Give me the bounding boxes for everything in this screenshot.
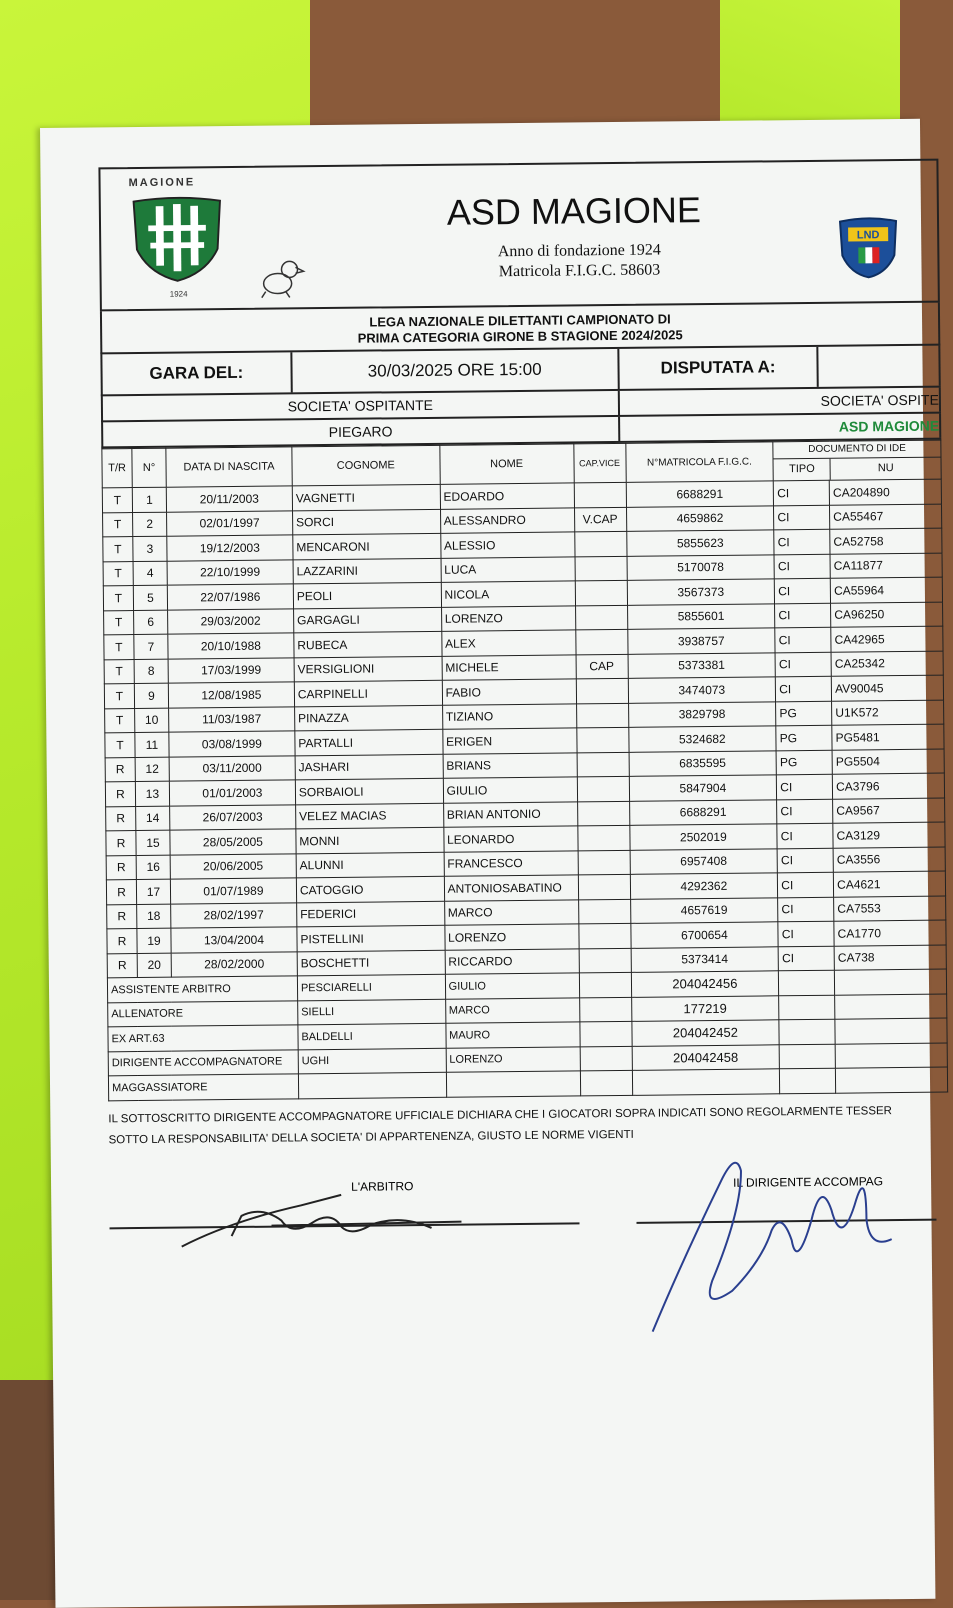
staff-empty: [780, 1068, 836, 1093]
cell-tr: R: [107, 953, 137, 978]
cell-cap: [578, 899, 630, 924]
cell-matricola: 3567373: [627, 579, 775, 605]
logo-word: MAGIONE: [128, 176, 196, 190]
staff-empty: [835, 1043, 947, 1069]
col-cognome: COGNOME: [292, 445, 440, 486]
cell-tipo: CI: [774, 505, 830, 530]
cell-cognome: PEOLI: [293, 582, 441, 608]
cell-matricola: 5373414: [631, 946, 779, 972]
cell-matricola: 5847904: [629, 775, 777, 801]
cell-matricola: 3474073: [628, 677, 776, 703]
staff-empty: [579, 972, 631, 997]
league-line-1: LEGA NAZIONALE DILETTANTI CAMPIONATO DI: [369, 311, 671, 330]
cell-dob: 19/12/2003: [167, 535, 293, 561]
col-cap: CAP.VICE: [573, 443, 625, 483]
cell-matricola: 3938757: [627, 628, 775, 654]
cell-doc-number: CA96250: [831, 602, 943, 628]
cell-tr: T: [103, 586, 133, 611]
cell-tipo: CI: [777, 774, 833, 799]
declaration-line-2: SOTTO LA RESPONSABILITA' DELLA SOCIETA' DI APPARTENENZA, GIUSTO LE NORME VIGENTI: [108, 1128, 634, 1146]
cell-cap: [579, 948, 631, 973]
staff-matricola: 204042452: [631, 1020, 779, 1046]
cell-dob: 22/10/1999: [167, 559, 293, 585]
cell-nome: BRIANS: [443, 752, 577, 778]
cell-matricola: 5170078: [627, 554, 775, 580]
cell-tipo: CI: [774, 554, 830, 579]
col-nome: NOME: [439, 444, 573, 484]
cell-tipo: CI: [775, 652, 831, 677]
staff-nome: MARCO: [445, 997, 579, 1023]
staff-matricola: [632, 1069, 780, 1095]
cell-nome: ERIGEN: [442, 728, 576, 754]
cell-number: 20: [137, 953, 171, 978]
cell-doc-number: CA25342: [831, 651, 943, 677]
staff-cognome: BALDELLI: [298, 1023, 446, 1049]
document-paper: [40, 119, 940, 1608]
cell-dob: 28/02/1997: [171, 902, 297, 928]
cell-nome: LORENZO: [444, 924, 578, 950]
cell-cognome: CARPINELLI: [294, 680, 442, 706]
cell-number: 17: [136, 879, 170, 904]
cell-cognome: PARTALLI: [295, 729, 443, 755]
staff-empty: [779, 1019, 835, 1044]
cell-cap: V.CAP: [574, 507, 626, 532]
staff-nome: MAURO: [446, 1022, 580, 1048]
svg-text:LND: LND: [856, 229, 880, 242]
lnd-logo-icon: [836, 215, 901, 280]
cell-dob: 28/02/2000: [171, 951, 297, 977]
cell-doc-number: PG5481: [832, 724, 944, 750]
arbitro-signature-icon: [171, 1164, 472, 1257]
cell-doc-number: CA204890: [829, 479, 941, 505]
staff-empty: [580, 1046, 632, 1071]
cell-nome: MARCO: [444, 899, 578, 925]
cell-tipo: CI: [778, 946, 834, 971]
cell-cognome: VELEZ MACIAS: [296, 803, 444, 829]
cell-tr: T: [103, 537, 133, 562]
cell-nome: ALESSANDRO: [440, 507, 574, 533]
cell-cognome: SORBAIOLI: [295, 778, 443, 804]
cell-number: 6: [134, 610, 168, 635]
col-dob: DATA DI NASCITA: [166, 447, 292, 487]
logo-year: 1924: [169, 289, 188, 299]
cell-tipo: CI: [774, 480, 830, 505]
cell-cap: [575, 580, 627, 605]
founded-text: Anno di fondazione 1924: [497, 241, 661, 261]
cell-dob: 22/07/1986: [167, 584, 293, 610]
cell-nome: GIULIO: [443, 777, 577, 803]
cell-cognome: VERSIGLIONI: [294, 656, 442, 682]
cell-cognome: JASHARI: [295, 754, 443, 780]
cell-doc-number: CA4621: [833, 871, 945, 897]
cell-dob: 01/01/2003: [169, 780, 295, 806]
dirigente-label: IL DIRIGENTE ACCOMPAG: [733, 1174, 884, 1190]
cell-doc-number: CA3796: [832, 773, 944, 799]
cell-matricola: 4659862: [626, 505, 774, 531]
cell-dob: 01/07/1989: [170, 878, 296, 904]
cell-number: 7: [134, 634, 168, 659]
roster-table: [101, 440, 948, 1101]
cell-dob: 20/10/1988: [168, 633, 294, 659]
cell-matricola: 4292362: [630, 873, 778, 899]
cell-cognome: ALUNNI: [296, 852, 444, 878]
cell-nome: ANTONIOSABATINO: [444, 875, 578, 901]
staff-matricola: 204042458: [632, 1044, 780, 1070]
col-documento: [773, 440, 941, 481]
document-header: [98, 159, 939, 312]
cell-tr: R: [106, 855, 136, 880]
cell-nome: EDOARDO: [440, 483, 574, 509]
cell-matricola: 6957408: [630, 848, 778, 874]
cell-number: 8: [134, 659, 168, 684]
staff-nome: GIULIO: [445, 973, 579, 999]
cell-tipo: CI: [777, 799, 833, 824]
cell-cap: [577, 752, 629, 777]
players-body: [102, 479, 946, 978]
staff-matricola: 204042456: [631, 971, 779, 997]
cell-tipo: CI: [778, 872, 834, 897]
ospite-label: SOCIETA' OSPITE: [620, 388, 941, 415]
col-number: N°: [132, 448, 166, 487]
cell-nome: ALEX: [441, 630, 575, 656]
cell-cognome: FEDERICI: [297, 901, 445, 927]
cell-doc-number: CA42965: [831, 626, 943, 652]
cell-dob: 02/01/1997: [166, 510, 292, 536]
declaration-line-1: IL SOTTOSCRITTO DIRIGENTE ACCOMPAGNATORE UFFICIALE DICHIARA CHE I GIOCATORI SOPRA INDICATI SONO REGOLARMENTE TESSER: [108, 1104, 893, 1125]
cell-cognome: PISTELLINI: [297, 925, 445, 951]
cell-cognome: GARGAGLI: [293, 607, 441, 633]
cell-tr: R: [105, 782, 135, 807]
cell-cognome: BOSCHETTI: [297, 950, 445, 976]
cell-cap: [576, 703, 628, 728]
cell-cap: [574, 482, 626, 507]
ospite-value: ASD MAGIONE: [620, 414, 941, 441]
cell-cap: [578, 874, 630, 899]
arbitro-label: L'ARBITRO: [351, 1179, 414, 1194]
cell-tipo: PG: [776, 701, 832, 726]
cell-tr: R: [106, 831, 136, 856]
cell-cap: [576, 727, 628, 752]
staff-empty: [579, 997, 631, 1022]
disputata-label: DISPUTATA A:: [619, 347, 819, 389]
dirigente-signature-icon: [641, 1139, 913, 1342]
cell-tr: T: [103, 561, 133, 586]
cell-doc-number: AV90045: [831, 675, 943, 701]
cell-nome: FRANCESCO: [444, 850, 578, 876]
cell-dob: 28/05/2005: [170, 829, 296, 855]
staff-empty: [836, 1067, 948, 1093]
cell-nome: ALESSIO: [440, 532, 574, 558]
cell-dob: 11/03/1987: [169, 706, 295, 732]
cell-tipo: CI: [775, 603, 831, 628]
cell-nome: BRIAN ANTONIO: [443, 801, 577, 827]
cell-doc-number: CA3556: [833, 847, 945, 873]
cell-cognome: CATOGGIO: [296, 876, 444, 902]
cell-number: 3: [133, 536, 167, 561]
cell-cognome: SORCI: [292, 509, 440, 535]
cell-cap: [578, 923, 630, 948]
cell-number: 14: [136, 806, 170, 831]
staff-cognome: PESCIARELLI: [297, 974, 445, 1000]
cell-doc-number: U1K572: [832, 700, 944, 726]
cell-nome: NICOLA: [441, 581, 575, 607]
cell-nome: MICHELE: [442, 654, 576, 680]
cell-doc-number: CA738: [834, 945, 946, 971]
cell-cap: [576, 678, 628, 703]
cell-tipo: CI: [774, 529, 830, 554]
cell-cap: [577, 825, 629, 850]
cell-doc-number: CA7553: [834, 896, 946, 922]
cell-cap: [575, 629, 627, 654]
cell-doc-number: CA9567: [833, 798, 945, 824]
cell-tipo: CI: [776, 676, 832, 701]
cell-tipo: PG: [776, 725, 832, 750]
ospitante-label: SOCIETA' OSPITANTE: [103, 391, 620, 420]
cell-dob: 20/06/2005: [170, 853, 296, 879]
cell-dob: 12/08/1985: [168, 682, 294, 708]
league-line-2: PRIMA CATEGORIA GIRONE B STAGIONE 2024/2025: [357, 327, 683, 346]
staff-body: [107, 969, 947, 1100]
cell-dob: 26/07/2003: [170, 804, 296, 830]
cell-doc-number: CA55467: [830, 504, 942, 530]
background-table: [0, 1380, 60, 1600]
cell-matricola: 5324682: [628, 726, 776, 752]
cell-tr: T: [104, 635, 134, 660]
staff-nome: LORENZO: [446, 1046, 580, 1072]
cell-nome: LEONARDO: [443, 826, 577, 852]
cell-doc-number: CA3129: [833, 822, 945, 848]
cell-tr: R: [107, 929, 137, 954]
cell-doc-number: CA11877: [830, 553, 942, 579]
staff-empty: [779, 995, 835, 1020]
cell-number: 16: [136, 855, 170, 880]
cell-cap: [575, 605, 627, 630]
cell-number: 10: [135, 708, 169, 733]
ospitante-value: PIEGARO: [103, 417, 620, 446]
cell-tipo: PG: [776, 750, 832, 775]
cell-tr: R: [107, 904, 137, 929]
cell-tr: T: [104, 610, 134, 635]
staff-empty: [579, 1021, 631, 1046]
cell-dob: 17/03/1999: [168, 657, 294, 683]
staff-nome: [446, 1071, 580, 1097]
cell-tr: T: [102, 488, 132, 513]
staff-role: DIRIGENTE ACCOMPAGNATORE: [108, 1049, 298, 1075]
cell-cap: CAP: [576, 654, 628, 679]
cell-cognome: MENCARONI: [293, 533, 441, 559]
cell-tr: T: [105, 708, 135, 733]
staff-cognome: [298, 1072, 446, 1098]
cell-tipo: CI: [775, 578, 831, 603]
cell-matricola: 6700654: [630, 922, 778, 948]
cell-tr: T: [105, 733, 135, 758]
cell-dob: 29/03/2002: [168, 608, 294, 634]
cell-number: 15: [136, 830, 170, 855]
cell-tr: R: [105, 757, 135, 782]
cell-cognome: MONNI: [296, 827, 444, 853]
cell-tipo: CI: [777, 848, 833, 873]
cell-nome: FABIO: [442, 679, 576, 705]
staff-cognome: UGHI: [298, 1048, 446, 1074]
cell-doc-number: CA55964: [830, 577, 942, 603]
cell-tr: T: [104, 684, 134, 709]
staff-cognome: SIELLI: [298, 999, 446, 1025]
disputata-value: [819, 346, 941, 387]
cell-doc-number: CA1770: [834, 920, 946, 946]
cell-cap: [574, 531, 626, 556]
cell-tr: T: [103, 512, 133, 537]
cell-matricola: 3829798: [628, 701, 776, 727]
cell-number: 13: [135, 781, 169, 806]
cell-nome: TIZIANO: [442, 703, 576, 729]
staff-role: MAGGASSIATORE: [108, 1074, 298, 1100]
cell-matricola: 6688291: [626, 481, 774, 507]
col-doc-number: NU: [877, 462, 894, 475]
cell-matricola: 6688291: [629, 799, 777, 825]
cell-matricola: 6835595: [629, 750, 777, 776]
roster-sheet: [98, 159, 948, 1151]
cell-matricola: 5855601: [627, 603, 775, 629]
cell-cognome: PINAZZA: [294, 705, 442, 731]
cell-dob: 13/04/2004: [171, 927, 297, 953]
cell-tipo: CI: [775, 627, 831, 652]
club-name: ASD MAGIONE: [446, 189, 702, 233]
cell-number: 2: [133, 512, 167, 537]
cell-dob: 03/11/2000: [169, 755, 295, 781]
cell-matricola: 2502019: [629, 824, 777, 850]
cell-number: 4: [133, 561, 167, 586]
cell-cognome: RUBECA: [294, 631, 442, 657]
cell-tipo: CI: [778, 897, 834, 922]
cell-nome: LUCA: [441, 556, 575, 582]
cell-number: 12: [135, 757, 169, 782]
cell-cap: [577, 801, 629, 826]
documento-label: DOCUMENTO DI IDE: [774, 441, 941, 460]
cell-dob: 20/11/2003: [166, 486, 292, 512]
cell-number: 5: [133, 585, 167, 610]
cell-nome: RICCARDO: [445, 948, 579, 974]
staff-empty: [779, 1044, 835, 1069]
cell-doc-number: CA52758: [830, 528, 942, 554]
cell-doc-number: PG5504: [832, 749, 944, 775]
cell-dob: 03/08/1999: [169, 731, 295, 757]
cell-matricola: 4657619: [630, 897, 778, 923]
cell-tipo: CI: [778, 921, 834, 946]
col-tr: T/R: [102, 449, 132, 488]
staff-empty: [580, 1070, 632, 1095]
cell-cognome: LAZZARINI: [293, 558, 441, 584]
col-matricola: N°MATRICOLA F.I.G.C.: [625, 442, 773, 483]
cell-number: 1: [132, 487, 166, 512]
cell-number: 11: [135, 732, 169, 757]
cell-cap: [575, 556, 627, 581]
cell-cap: [578, 850, 630, 875]
cell-tr: R: [106, 806, 136, 831]
matricola-text: Matricola F.I.G.C. 58603: [498, 261, 661, 281]
col-tipo: TIPO: [774, 459, 831, 481]
cell-tipo: CI: [777, 823, 833, 848]
gara-label: GARA DEL:: [102, 352, 292, 394]
cell-number: 19: [137, 928, 171, 953]
cell-number: 18: [137, 904, 171, 929]
cell-tr: T: [104, 659, 134, 684]
staff-empty: [835, 969, 947, 995]
cell-matricola: 5373381: [628, 652, 776, 678]
cell-number: 9: [134, 683, 168, 708]
cell-nome: LORENZO: [441, 605, 575, 631]
gara-value: 30/03/2025 ORE 15:00: [292, 349, 620, 392]
staff-role: EX ART.63: [108, 1025, 298, 1051]
staff-empty: [779, 970, 835, 995]
staff-role: ALLENATORE: [108, 1000, 298, 1026]
cell-cognome: VAGNETTI: [292, 484, 440, 510]
cell-cap: [577, 776, 629, 801]
cell-matricola: 5855623: [626, 530, 774, 556]
cell-tr: R: [106, 880, 136, 905]
staff-role: ASSISTENTE ARBITRO: [107, 976, 297, 1002]
staff-empty: [835, 1018, 947, 1044]
staff-empty: [835, 994, 947, 1020]
staff-matricola: 177219: [631, 995, 779, 1021]
